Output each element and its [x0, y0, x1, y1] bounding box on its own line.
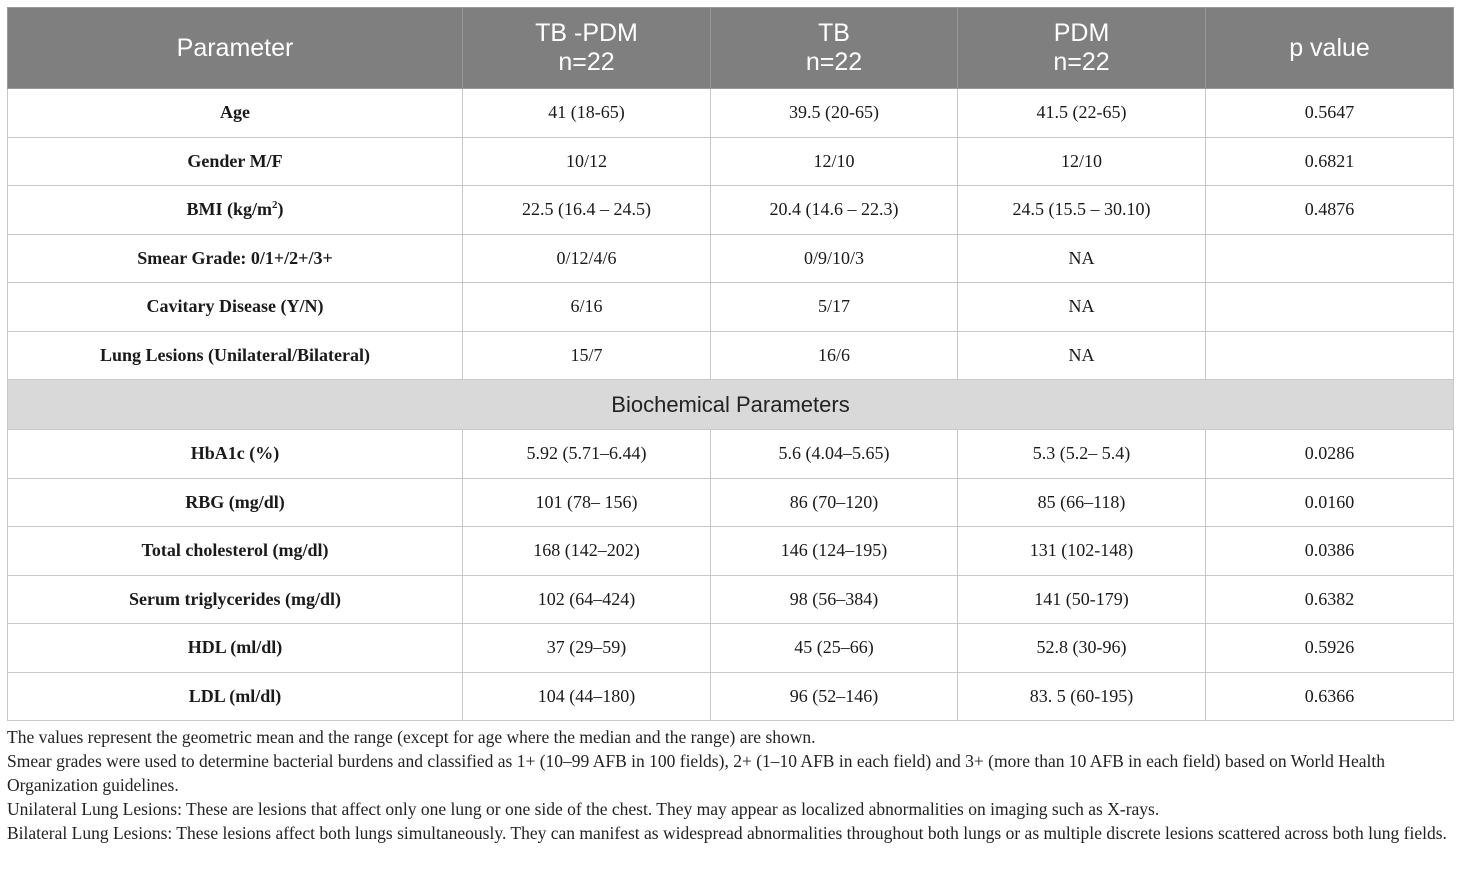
table-row [8, 575, 1454, 624]
parameter-suffix: ) [277, 199, 284, 220]
cell-parameter [8, 672, 463, 721]
table-footnotes [7, 725, 1453, 845]
table-row [8, 430, 1454, 479]
cell-tb: 146 (124–195) [711, 527, 958, 576]
cell-pdm: NA [958, 283, 1206, 332]
section-row [8, 380, 1454, 430]
header-row [8, 8, 1454, 89]
cell-p-value: 0.5926 [1206, 624, 1454, 673]
section-title: Biochemical Parameters [8, 380, 1454, 430]
cell-pdm: NA [958, 234, 1206, 283]
cell-parameter [8, 186, 463, 235]
table-header [8, 8, 1454, 89]
cell-pdm: 12/10 [958, 137, 1206, 186]
cell-tb: 5/17 [711, 283, 958, 332]
cell-parameter [8, 283, 463, 332]
cell-tb-pdm: 15/7 [463, 331, 711, 380]
parameter-label: LDL (ml/dl) [188, 685, 282, 706]
header-count: n=22 [1053, 48, 1110, 76]
parameter-label: BMI (kg/m [186, 199, 272, 220]
footnote-unilateral: Unilateral Lung Lesions: These are lesions that affect only one lung or one side of the chest. They may appear as localized abnormalities on imaging such as X-rays. [7, 799, 1160, 819]
table-row [8, 186, 1454, 235]
footnote-bilateral: Bilateral Lung Lesions: These lesions affect both lungs simultaneously. They can manifest as widespread abnormalities throughout both lungs or as multiple discrete lesions scattered across both lung fields. [7, 823, 1447, 843]
cell-p-value: 0.6382 [1206, 575, 1454, 624]
cell-p-value: 0.0160 [1206, 478, 1454, 527]
cell-tb: 16/6 [711, 331, 958, 380]
table-row [8, 624, 1454, 673]
data-table [7, 7, 1454, 721]
cell-tb-pdm: 37 (29–59) [463, 624, 711, 673]
cell-parameter [8, 89, 463, 138]
header-p-value [1206, 8, 1454, 89]
cell-tb: 5.6 (4.04–5.65) [711, 430, 958, 479]
parameter-label: RBG (mg/dl) [185, 491, 285, 512]
cell-tb-pdm: 102 (64–424) [463, 575, 711, 624]
parameter-label: Cavitary Disease (Y/N) [146, 296, 324, 317]
footnote-smear-grades: Smear grades were used to determine bacterial burdens and classified as 1+ (10–99 AFB in 100 fields), 2+ (1–10 AFB in each field) and 3+ (more than 10 AFB in each field) based on World Health Organization guidelines. [7, 751, 1385, 795]
footnote-values: The values represent the geometric mean and the range (except for age where the median and the range) are shown. [7, 727, 816, 747]
header-label: Parameter [176, 33, 294, 62]
table-row [8, 137, 1454, 186]
cell-p-value: 0.0286 [1206, 430, 1454, 479]
parameter-label: Age [220, 102, 250, 123]
cell-pdm: 131 (102-148) [958, 527, 1206, 576]
header-count: n=22 [805, 48, 863, 76]
cell-p-value: 0.6821 [1206, 137, 1454, 186]
parameter-label: Total cholesterol (mg/dl) [141, 540, 329, 561]
table-row [8, 527, 1454, 576]
cell-pdm: 5.3 (5.2– 5.4) [958, 430, 1206, 479]
parameter-label: Smear Grade: 0/1+/2+/3+ [137, 247, 333, 268]
cell-tb-pdm: 10/12 [463, 137, 711, 186]
cell-parameter [8, 575, 463, 624]
header-label: p value [1289, 33, 1370, 62]
cell-tb: 45 (25–66) [711, 624, 958, 673]
cell-pdm: 85 (66–118) [958, 478, 1206, 527]
table-row [8, 283, 1454, 332]
parameter-label: HbA1c (%) [190, 443, 280, 464]
cell-tb-pdm: 101 (78– 156) [463, 478, 711, 527]
cell-tb-pdm: 41 (18-65) [463, 89, 711, 138]
cell-p-value: 0.4876 [1206, 186, 1454, 235]
cell-p-value [1206, 283, 1454, 332]
cell-parameter [8, 234, 463, 283]
cell-tb-pdm: 6/16 [463, 283, 711, 332]
parameter-label: Gender M/F [187, 150, 283, 171]
cell-tb: 0/9/10/3 [711, 234, 958, 283]
cell-pdm: NA [958, 331, 1206, 380]
cell-p-value: 0.0386 [1206, 527, 1454, 576]
cell-pdm: 24.5 (15.5 – 30.10) [958, 186, 1206, 235]
cell-p-value: 0.5647 [1206, 89, 1454, 138]
cell-tb-pdm: 5.92 (5.71–6.44) [463, 430, 711, 479]
cell-parameter [8, 624, 463, 673]
header-label: TB -PDM [535, 19, 638, 47]
cell-tb: 98 (56–384) [711, 575, 958, 624]
cell-tb-pdm: 168 (142–202) [463, 527, 711, 576]
header-pdm [958, 8, 1206, 89]
cell-pdm: 141 (50-179) [958, 575, 1206, 624]
cell-parameter [8, 137, 463, 186]
cell-parameter [8, 527, 463, 576]
cell-pdm: 52.8 (30-96) [958, 624, 1206, 673]
cell-tb: 12/10 [711, 137, 958, 186]
header-parameter [8, 8, 463, 89]
table-row [8, 478, 1454, 527]
parameter-label: Serum triglycerides (mg/dl) [129, 588, 341, 609]
cell-tb: 20.4 (14.6 – 22.3) [711, 186, 958, 235]
header-tb-pdm [463, 8, 711, 89]
cell-pdm: 41.5 (22-65) [958, 89, 1206, 138]
header-label: TB [818, 19, 850, 47]
table-row [8, 89, 1454, 138]
cell-tb: 39.5 (20-65) [711, 89, 958, 138]
cell-tb: 86 (70–120) [711, 478, 958, 527]
cell-tb-pdm: 22.5 (16.4 – 24.5) [463, 186, 711, 235]
header-label: PDM [1053, 19, 1110, 47]
cell-tb: 96 (52–146) [711, 672, 958, 721]
table-row [8, 234, 1454, 283]
cell-tb-pdm: 0/12/4/6 [463, 234, 711, 283]
cell-tb-pdm: 104 (44–180) [463, 672, 711, 721]
parameter-label: HDL (ml/dl) [187, 637, 283, 658]
parameter-label: Lung Lesions (Unilateral/Bilateral) [100, 344, 370, 365]
header-count: n=22 [558, 48, 615, 76]
header-tb [711, 8, 958, 89]
cell-p-value [1206, 331, 1454, 380]
cell-parameter [8, 478, 463, 527]
cell-pdm: 83. 5 (60-195) [958, 672, 1206, 721]
table-row [8, 331, 1454, 380]
table-row [8, 672, 1454, 721]
table-body [8, 89, 1454, 721]
cell-parameter [8, 430, 463, 479]
data-table-container [7, 7, 1453, 721]
cell-parameter [8, 331, 463, 380]
parameter-superscript: 2 [272, 199, 278, 212]
cell-p-value [1206, 234, 1454, 283]
cell-p-value: 0.6366 [1206, 672, 1454, 721]
